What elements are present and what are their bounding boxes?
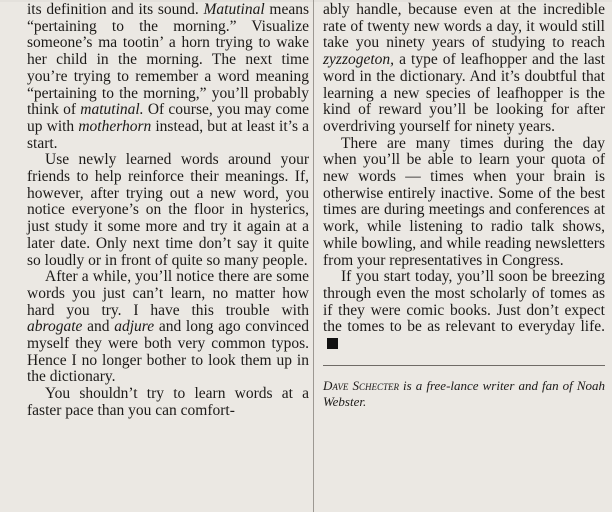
right-paragraph-3 — [323, 269, 605, 353]
emphasized-word: motherhorn — [78, 117, 152, 135]
bio-separator-rule — [323, 365, 605, 366]
emphasized-word: abrogate — [27, 318, 83, 336]
emphasized-word: zyzzogeton, — [323, 51, 395, 69]
right-column — [323, 2, 605, 410]
text-run: After a while, you’ll notice there are some words you just can’t learn, no matter how hard you try. I have this trouble with — [27, 268, 309, 319]
text-run: a type of leafhopper and the last word in the dictionary. And it’s doubtful that learning a new species of leafhopper is the kind of reward you’ll be looking for after overdriving yourself for ninety years. — [323, 51, 605, 135]
author-name: Dave Schecter — [323, 377, 399, 393]
column-divider — [313, 0, 314, 512]
text-run: its definition and its sound. — [27, 1, 204, 18]
left-paragraph-3 — [27, 269, 309, 386]
left-paragraph-1 — [27, 2, 309, 152]
emphasized-word: matutinal. — [80, 101, 144, 119]
author-bio-text: is a free-lance writer and fan of Noah Webster. — [323, 377, 606, 409]
left-paragraph-2: Use newly learned words around your friends to help reinforce their meanings. If, however, after trying out a new word, you notice everyone’s on the floor in hysterics, just study it some more and try it again at a later date. Only next time don’t say it quite so loudly or in front of quite so many people. — [27, 151, 309, 269]
right-paragraph-2: There are many times during the day when you’ll be able to learn your quota of new words — times when your brain is otherwise entirely inactive. Some of the best times are during meetings and conferences at work, while listening to radio talk shows, while bowling, and while reading newsletters from your representatives in Congress. — [323, 134, 605, 269]
left-paragraph-4: You shouldn’t try to learn words at a faster pace than you can comfort- — [27, 385, 309, 419]
emphasized-word: Matutinal — [203, 1, 265, 18]
emphasized-word: adjure — [114, 318, 155, 336]
text-run: Of course, you may come up with — [27, 101, 310, 135]
text-run: instead, but at least it’s a start. — [27, 117, 309, 152]
text-run: and long ago convinced myself they were both very common typos. Hence I no longer bother to look them up in the dictionary. — [27, 318, 309, 386]
text-run: If you start today, you’ll soon be breezing through even the most scholarly of tomes as if they were comic books. Just don’t expect the tomes to be as relevant to everyday life. — [323, 268, 605, 336]
author-bio — [323, 378, 605, 410]
end-of-article-square-icon — [327, 338, 338, 349]
right-paragraph-1 — [323, 2, 605, 136]
text-run: and — [82, 318, 115, 336]
text-run: means “pertaining to the morning.” Visualize someone’s ma tootin’ a horn trying to wake her child in the morning. The next time you’re trying to remember a word meaning “pertaining to the morning,” you’ll probably think of — [27, 1, 309, 119]
left-column — [27, 2, 309, 420]
text-run: ably handle, because even at the incredible rate of twenty new words a day, it would still take you ninety years of studying to reach — [323, 1, 605, 52]
